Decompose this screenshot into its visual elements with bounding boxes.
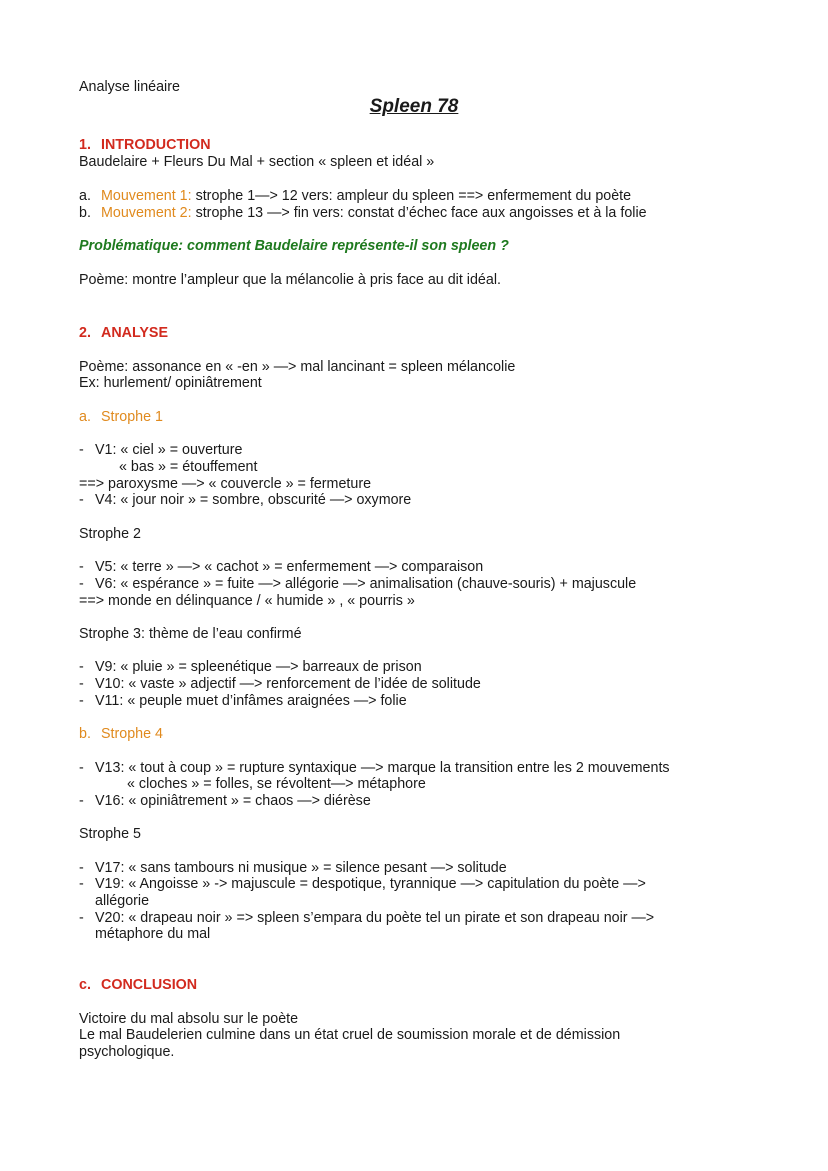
mouvement-2-text: strophe 13 —> fin vers: constat d’échec face aux angoisses et à la folie bbox=[191, 205, 647, 221]
list-item: - V11: « peuple muet d’infâmes araignées —> folie bbox=[79, 693, 407, 709]
strophe-5-title: Strophe 5 bbox=[79, 826, 141, 842]
strophe-2-title: Strophe 2 bbox=[79, 526, 141, 542]
poeme-summary: Poème: montre l’ampleur que la mélancolie à pris face au dit idéal. bbox=[79, 272, 501, 288]
list-item: - V13: « tout à coup » = rupture syntaxique —> marque la transition entre les 2 mouvements bbox=[79, 760, 670, 776]
strophe-1-title: Strophe 1 bbox=[101, 409, 163, 425]
list-item: - V1: « ciel » = ouverture bbox=[79, 442, 243, 458]
intro-heading-number: 1. bbox=[79, 137, 91, 153]
mouvement-1 bbox=[79, 188, 631, 205]
list-item: - V6: « espérance » = fuite —> allégorie —> animalisation (chauve-souris) + majuscule bbox=[79, 576, 637, 592]
strophe-4-title: Strophe 4 bbox=[101, 726, 163, 742]
conclusion-line-3: psychologique. bbox=[79, 1044, 175, 1060]
mouvement-2-letter: b. bbox=[79, 205, 91, 221]
doc-label: Analyse linéaire bbox=[79, 79, 180, 95]
list-item: - V19: « Angoisse » -> majuscule = despotique, tyrannique —> capitulation du poète —> bbox=[79, 876, 646, 892]
intro-heading bbox=[79, 137, 211, 154]
strophe-4-letter: b. bbox=[79, 726, 91, 742]
conclusion-line-2: Le mal Baudelerien culmine dans un état cruel de soumission morale et de démission bbox=[79, 1027, 621, 1043]
strophe-4-heading bbox=[79, 726, 163, 743]
list-item: - V16: « opiniâtrement » = chaos —> diérèse bbox=[79, 793, 371, 809]
list-item: - V9: « pluie » = spleenétique —> barreaux de prison bbox=[79, 659, 422, 675]
arrow-line: ==> monde en délinquance / « humide » , « pourris » bbox=[79, 593, 415, 609]
strophe-1-heading bbox=[79, 409, 163, 426]
arrow-line: ==> paroxysme —> « couvercle » = fermeture bbox=[79, 476, 372, 492]
problematique: Problématique: comment Baudelaire représente-il son spleen ? bbox=[79, 238, 509, 254]
mouvement-2-label: Mouvement 2: bbox=[101, 205, 192, 221]
list-item-continuation: « cloches » = folles, se révoltent—> métaphore bbox=[127, 776, 426, 792]
conclusion-heading bbox=[79, 977, 197, 994]
list-item: - V10: « vaste » adjectif —> renforcement de l’idée de solitude bbox=[79, 676, 481, 692]
analyse-heading-text: ANALYSE bbox=[101, 325, 169, 341]
analyse-heading-number: 2. bbox=[79, 325, 91, 341]
assonance-line: Poème: assonance en « -en » —> mal lancinant = spleen mélancolie bbox=[79, 359, 516, 375]
list-item-continuation: métaphore du mal bbox=[95, 926, 211, 942]
list-item: - V5: « terre » —> « cachot » = enfermement —> comparaison bbox=[79, 559, 484, 575]
mouvement-1-letter: a. bbox=[79, 188, 91, 204]
conclusion-heading-number: c. bbox=[79, 977, 91, 993]
list-item: - V20: « drapeau noir » => spleen s’empara du poète tel un pirate et son drapeau noir —> bbox=[79, 910, 655, 926]
intro-context: Baudelaire + Fleurs Du Mal + section « spleen et idéal » bbox=[79, 154, 435, 170]
exemple-line: Ex: hurlement/ opiniâtrement bbox=[79, 375, 262, 391]
strophe-3-title: Strophe 3: thème de l’eau confirmé bbox=[79, 626, 302, 642]
strophe-1-letter: a. bbox=[79, 409, 91, 425]
mouvement-1-label: Mouvement 1: bbox=[101, 188, 192, 204]
intro-heading-text: INTRODUCTION bbox=[101, 137, 211, 153]
analyse-heading bbox=[79, 325, 168, 342]
conclusion-heading-text: CONCLUSION bbox=[101, 977, 198, 993]
mouvement-2 bbox=[79, 205, 647, 222]
list-item-continuation: « bas » = étouffement bbox=[119, 459, 258, 475]
list-item-continuation: allégorie bbox=[95, 893, 150, 909]
list-item: - V4: « jour noir » = sombre, obscurité —> oxymore bbox=[79, 492, 412, 508]
mouvement-1-text: strophe 1—> 12 vers: ampleur du spleen ==> enfermement du poète bbox=[191, 188, 632, 204]
conclusion-line-1: Victoire du mal absolu sur le poète bbox=[79, 1011, 299, 1027]
list-item: - V17: « sans tambours ni musique » = silence pesant —> solitude bbox=[79, 860, 507, 876]
page-title: Spleen 78 bbox=[369, 96, 459, 117]
